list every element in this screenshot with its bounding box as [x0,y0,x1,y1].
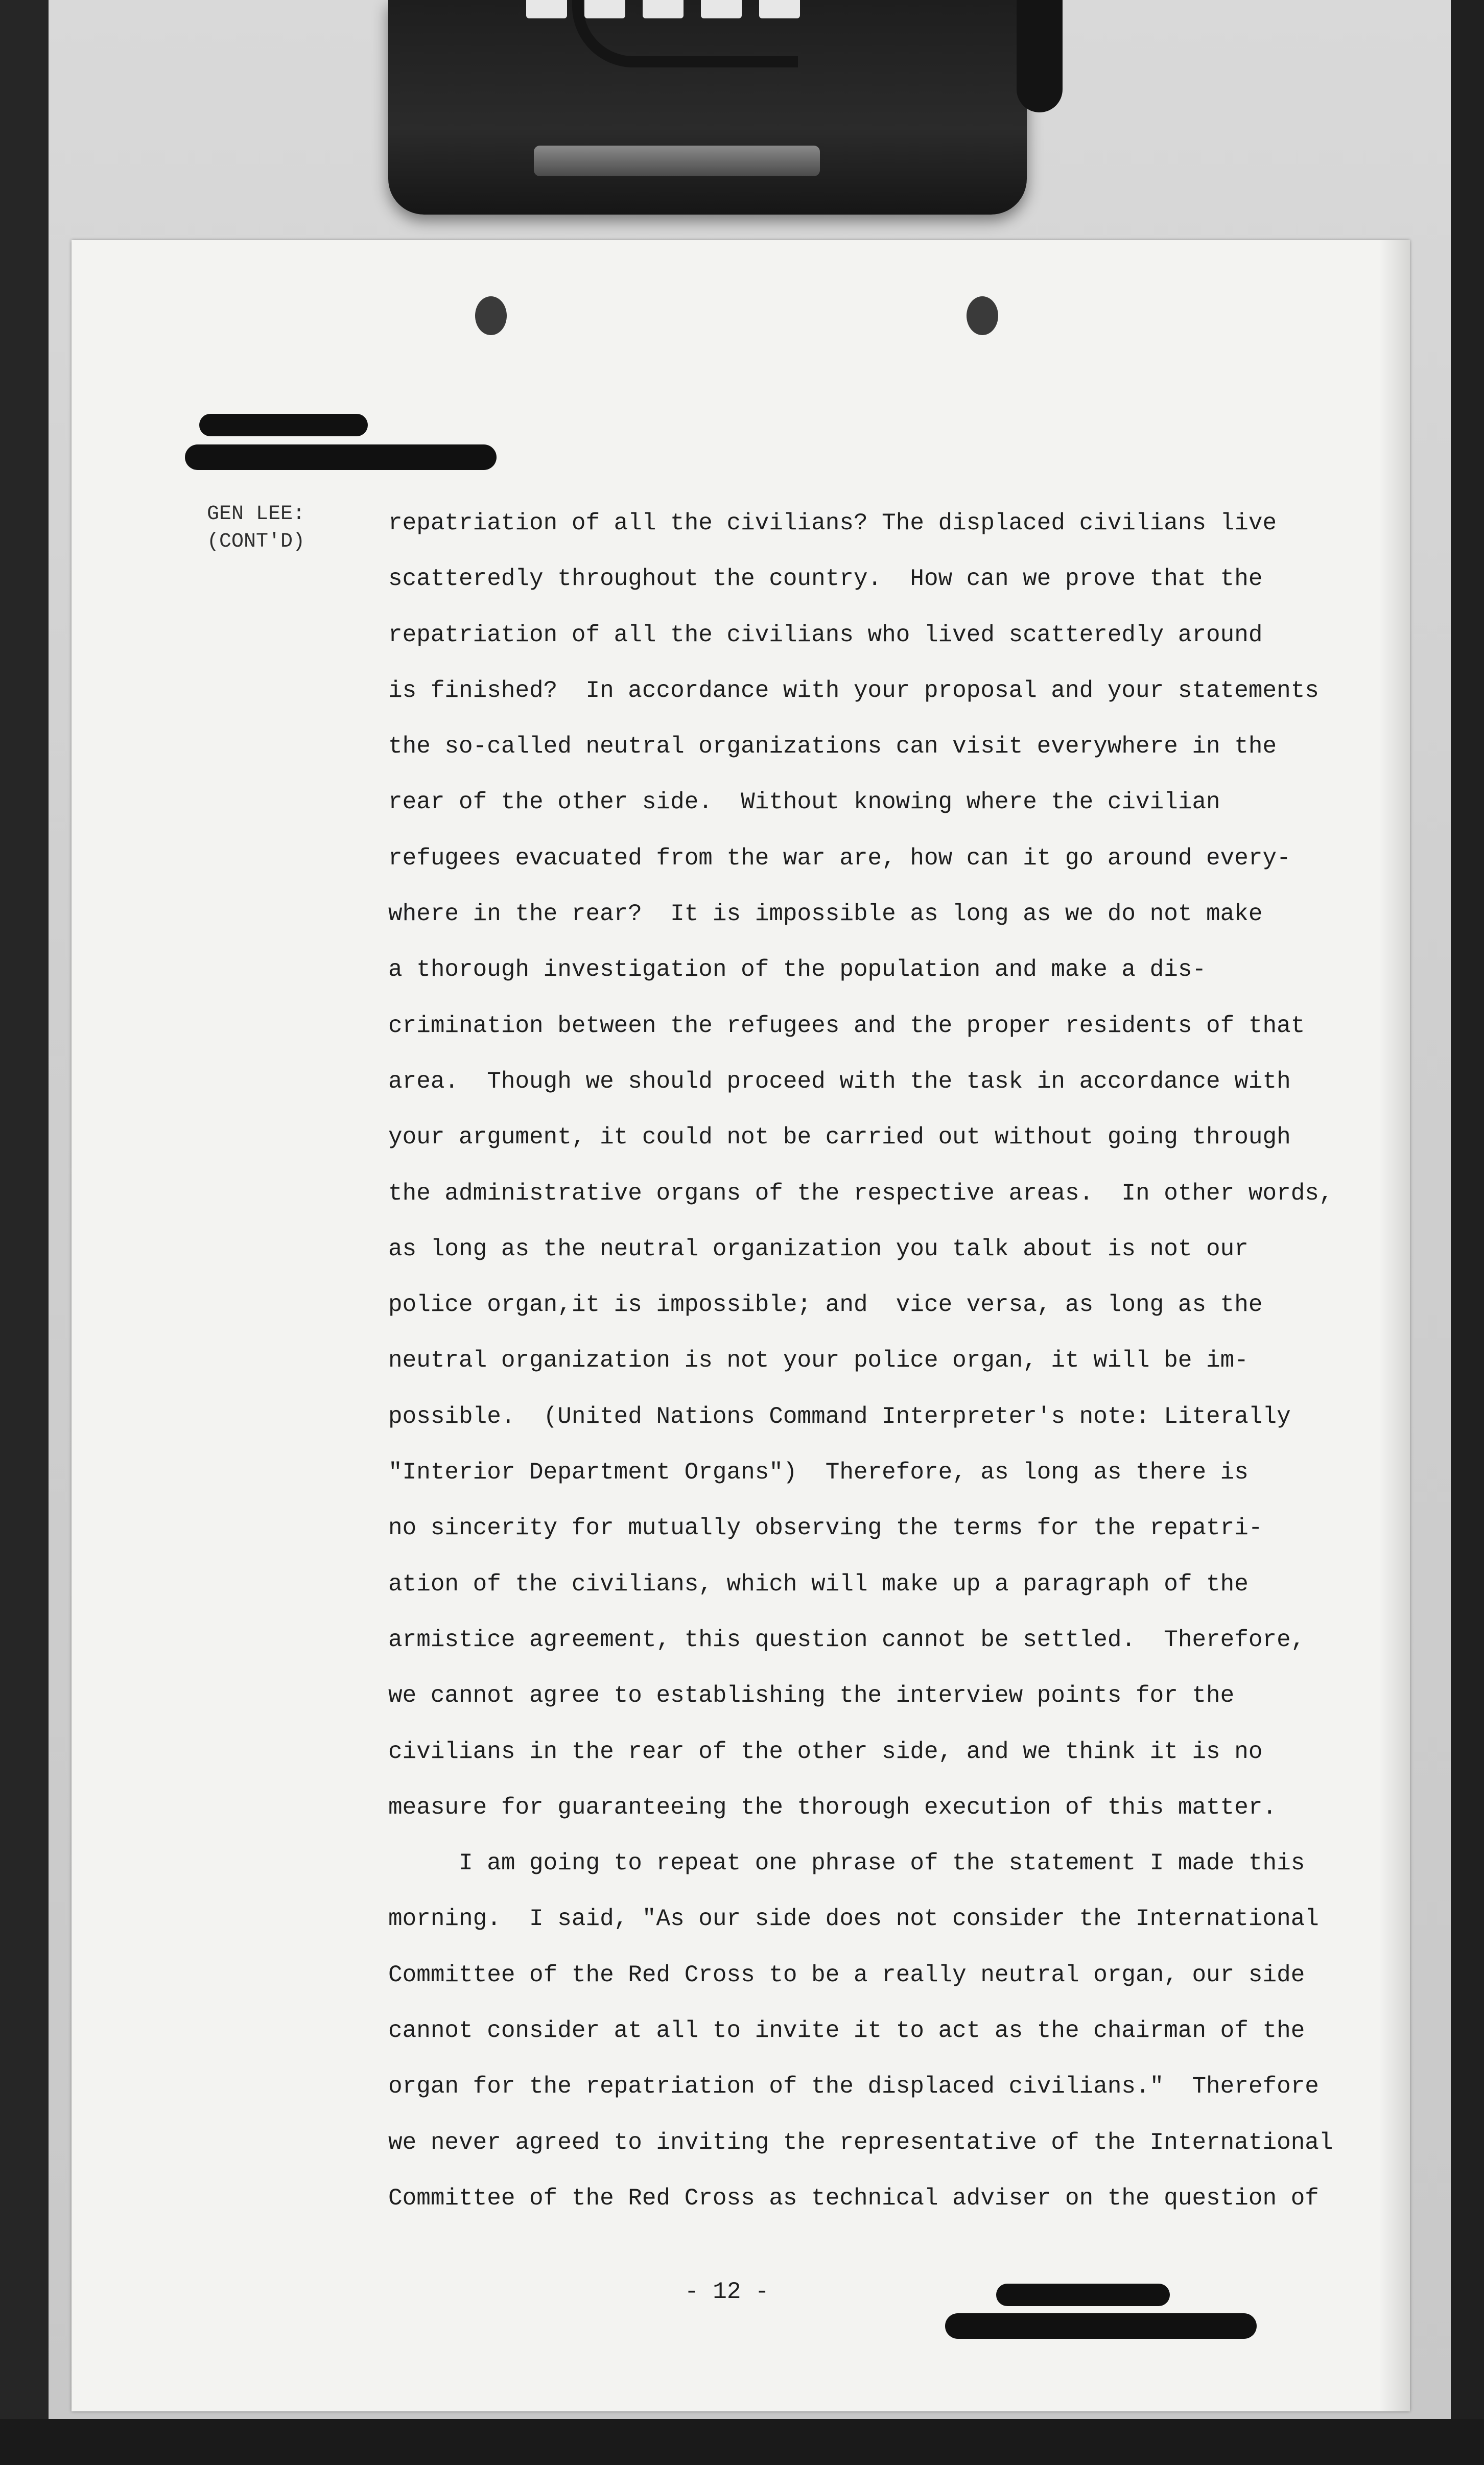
text-line: no sincerity for mutually observing the terms for the repatri- [388,1515,1263,1542]
text-line: rear of the other side. Without knowing where the civilian [388,789,1220,816]
text-line: the administrative organs of the respective areas. In other words, [388,1180,1333,1207]
text-line: organ for the repatriation of the displaced civilians." Therefore [388,2073,1319,2100]
text-line: cannot consider at all to invite it to act as the chairman of the [388,2017,1305,2045]
text-line: Committee of the Red Cross to be a really neutral organ, our side [388,1961,1305,1988]
clip-dial [584,0,625,18]
clip-dial [701,0,742,18]
document-page [72,240,1410,2411]
text-line: ation of the civilians, which will make up a paragraph of the [388,1570,1249,1598]
text-line: we cannot agree to establishing the interview points for the [388,1682,1235,1709]
text-line: where in the rear? It is impossible as long as we do not make [388,901,1263,928]
text-line: as long as the neutral organization you talk about is not our [388,1235,1249,1262]
text-line: scatteredly throughout the country. How can we prove that the [388,566,1263,593]
text-line: morning. I said, "As our side does not consider the International [388,1906,1319,1933]
redaction-bar [185,444,497,470]
scan-right-edge [1451,0,1484,2465]
scan-left-edge [0,0,49,2465]
clip-dials [526,0,843,20]
clip-knob [1017,0,1063,112]
text-line: neutral organization is not your police organ, it will be im- [388,1347,1249,1374]
text-line: measure for guaranteeing the thorough execution of this matter. [388,1794,1277,1821]
redaction-bar [199,414,368,436]
page-number: - 12 - [685,2279,769,2305]
text-line: refugees evacuated from the war are, how can it go around every- [388,844,1291,872]
text-line: crimination between the refugees and the proper residents of that [388,1012,1305,1039]
punch-hole-right [967,296,998,335]
text-line: your argument, it could not be carried out without going through [388,1124,1291,1151]
redaction-bar [945,2313,1257,2339]
text-line: we never agreed to inviting the representative of the International [388,2129,1333,2156]
text-line: is finished? In accordance with your proposal and your statements [388,677,1319,704]
speaker-label [207,501,305,556]
text-line: Committee of the Red Cross as technical adviser on the question of [388,2185,1319,2212]
clip-plate [534,146,820,176]
text-line: armistice agreement, this question cannot be settled. Therefore, [388,1626,1305,1653]
text-line: a thorough investigation of the population and make a dis- [388,956,1207,983]
body-text [388,496,1379,2226]
clip-dial [643,0,684,18]
punch-hole-left [475,296,507,335]
text-line: area. Though we should proceed with the task in accordance with [388,1068,1291,1095]
page-edge-shadow [1379,240,1410,2411]
text-line: possible. (United Nations Command Interpreter's note: Literally [388,1403,1291,1430]
speaker-name: GEN LEE: [207,503,305,526]
text-line: police organ,it is impossible; and vice versa, as long as the [388,1292,1263,1319]
scan-bottom-edge [0,2419,1484,2465]
text-line: I am going to repeat one phrase of the statement I made this [388,1850,1305,1877]
text-line: civilians in the rear of the other side, and we think it is no [388,1738,1263,1765]
speaker-continued: (CONT'D) [207,530,305,553]
clip-dial [759,0,800,18]
text-line: repatriation of all the civilians who lived scatteredly around [388,621,1263,648]
redaction-bar [996,2284,1170,2306]
text-line: the so-called neutral organizations can visit everywhere in the [388,733,1277,760]
text-line: "Interior Department Organs") Therefore, as long as there is [388,1459,1249,1486]
clip-dial [526,0,567,18]
text-line: repatriation of all the civilians? The displaced civilians live [388,510,1277,536]
binder-clip [388,0,1027,215]
